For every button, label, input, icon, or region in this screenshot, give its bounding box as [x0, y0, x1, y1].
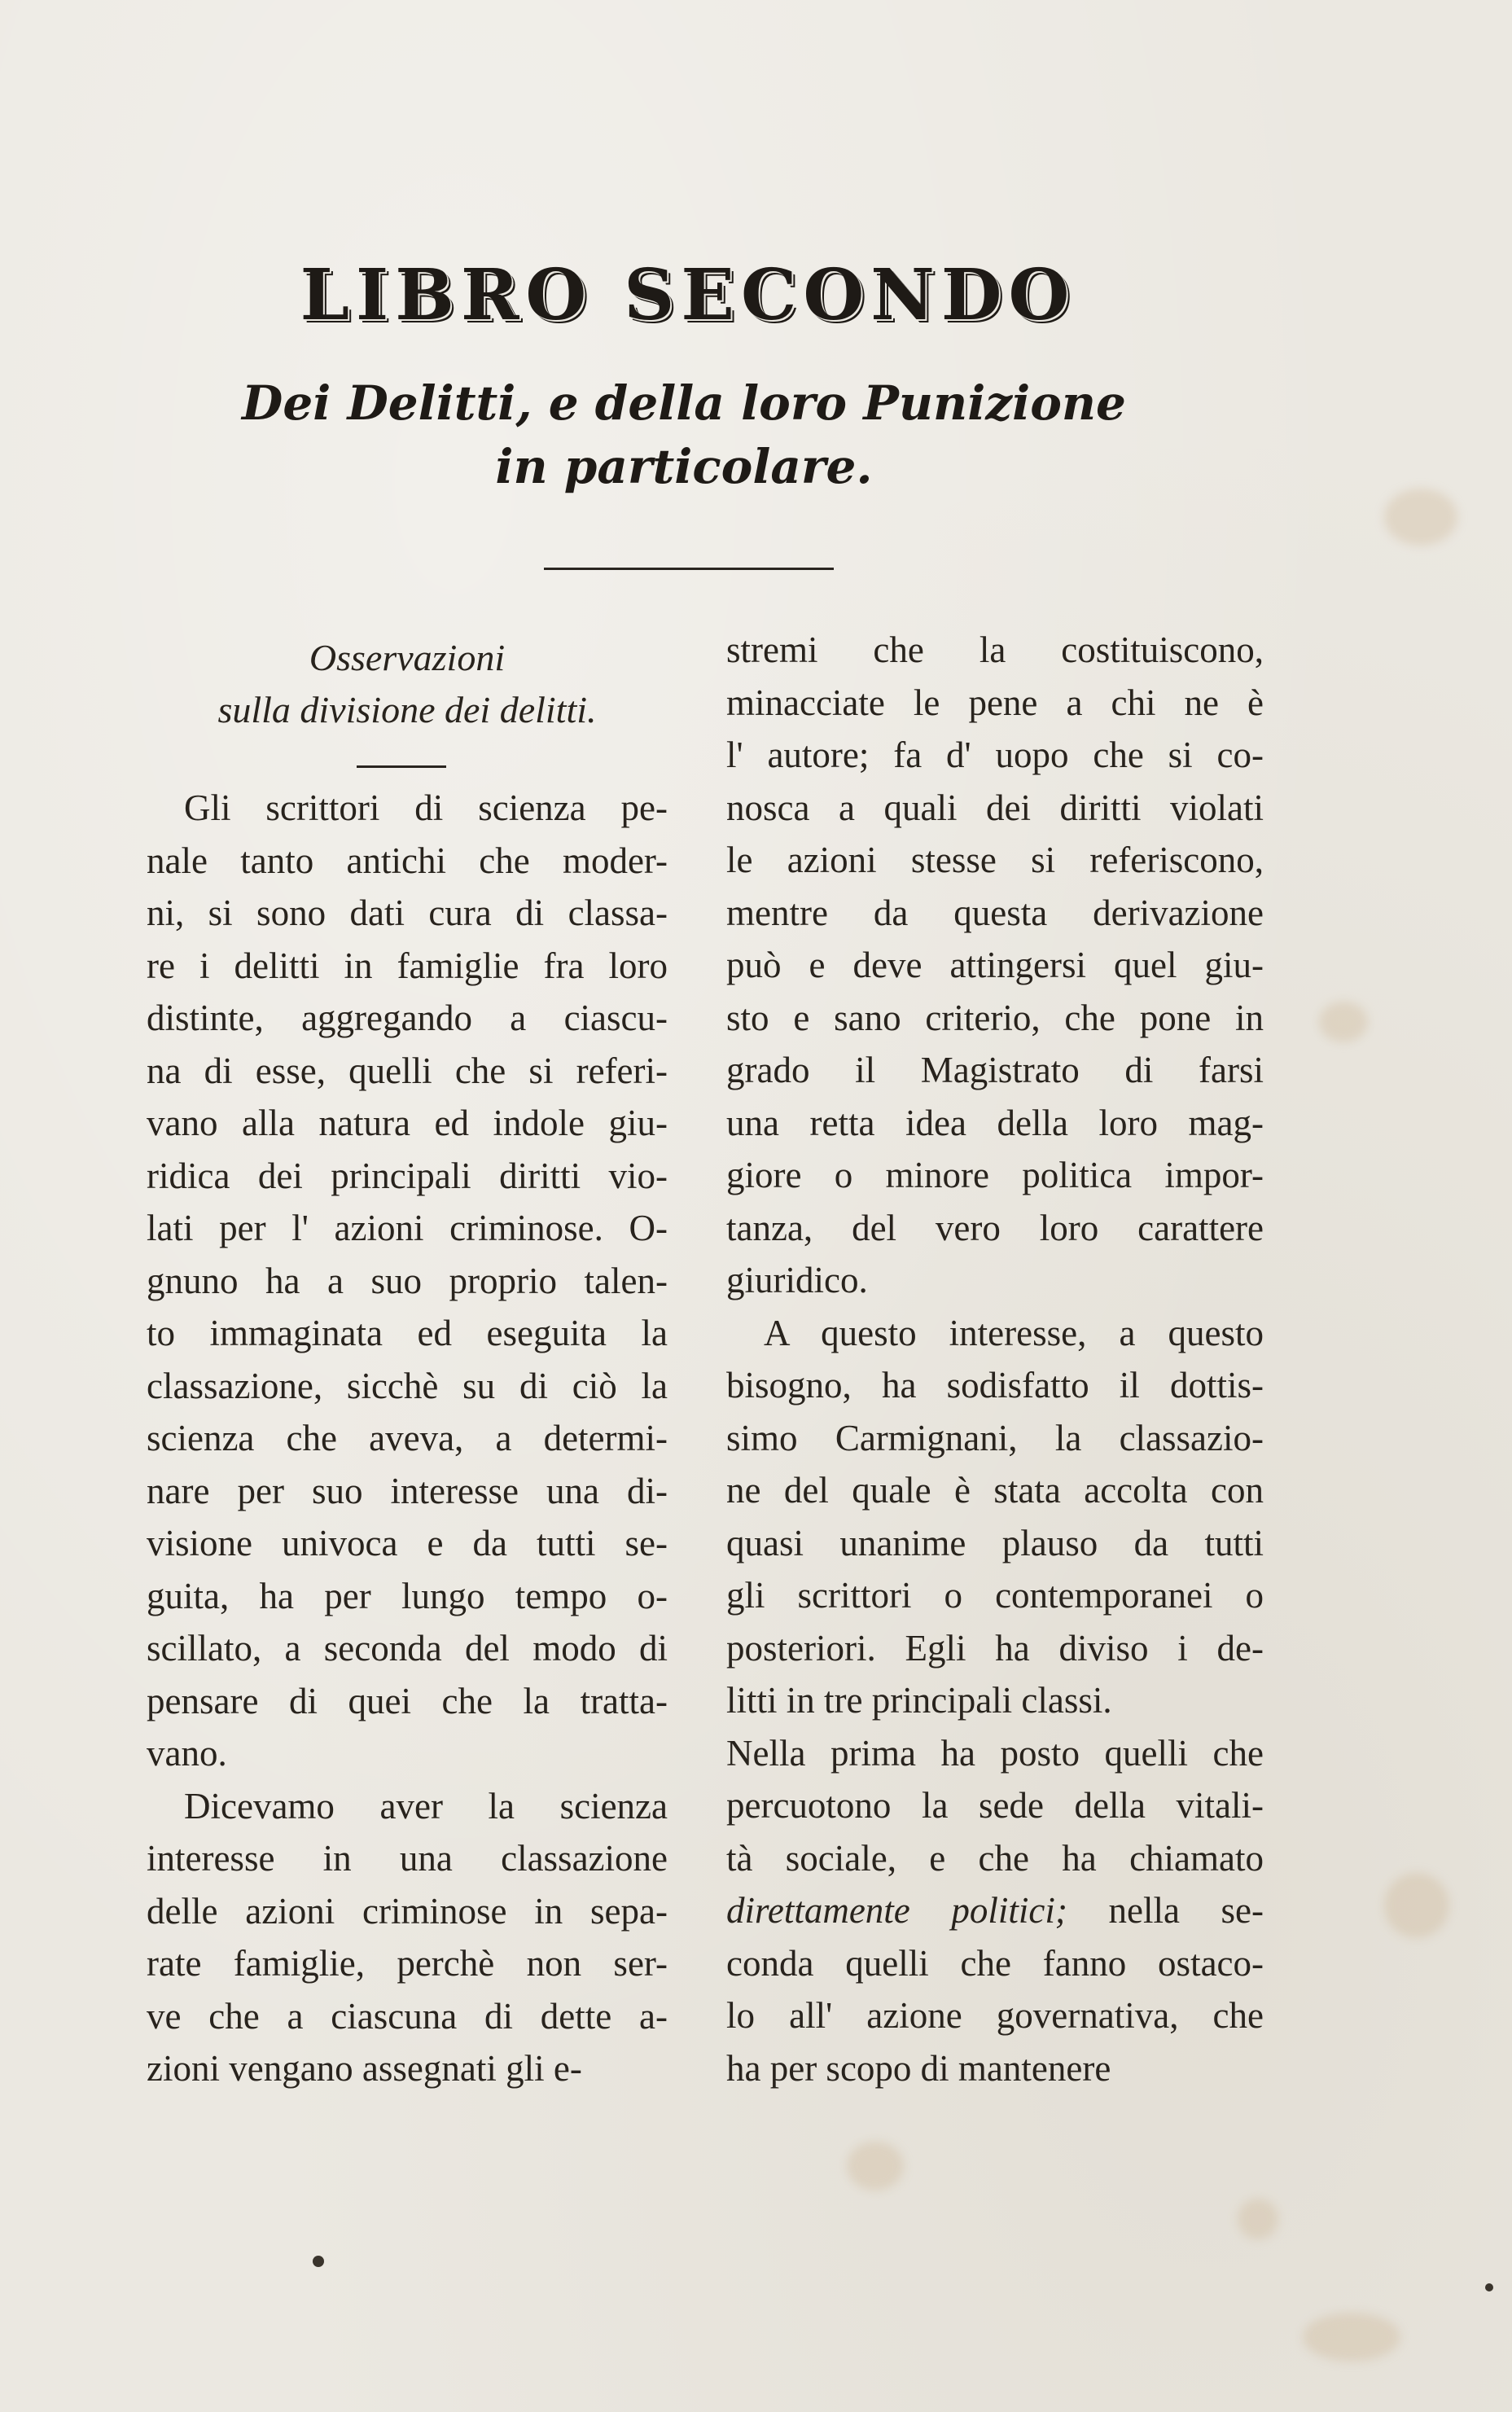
text-line: ni, si sono dati cura di classa- — [147, 892, 668, 933]
text-line: lo all' azione governativa, che — [726, 1995, 1264, 2036]
section-heading-line2: sulla divisione dei delitti. — [217, 689, 597, 730]
paper-stain — [1319, 1002, 1368, 1042]
text-line: tà sociale, e che ha chiamato — [726, 1837, 1264, 1879]
text-line: pensare di quei che la tratta- — [147, 1680, 668, 1721]
text-line: grado il Magistrato di farsi — [726, 1050, 1264, 1090]
book-title: LIBRO SECONDO — [300, 254, 1076, 336]
text-line: scillato, a seconda del modo di — [147, 1628, 668, 1669]
text-line: ve che a ciascuna di dette a- — [147, 1995, 668, 2037]
text-line: lati per l' azioni criminose. O- — [147, 1208, 668, 1248]
text-line: distinte, aggregando a ciascu- — [147, 998, 668, 1038]
text-line: le azioni stesse si referiscono, — [726, 840, 1264, 880]
text-line: re i delitti in famiglie fra loro — [147, 945, 668, 986]
text-line: minacciate le pene a chi ne è — [726, 682, 1264, 723]
text-line: Dicevamo aver la scienza — [184, 1785, 668, 1827]
section-heading-line1: Osservazioni — [309, 637, 506, 678]
text-line: quasi unanime plauso da tutti — [726, 1522, 1264, 1563]
text-line: visione univoca e da tutti se- — [147, 1523, 668, 1563]
paper-stain — [1303, 2313, 1400, 2362]
text-line: una retta idea della loro mag- — [726, 1102, 1264, 1143]
section-divider — [357, 765, 446, 768]
text-line: scienza che aveva, a determi- — [147, 1418, 668, 1458]
text-line: ridica dei principali diritti vio- — [147, 1155, 668, 1196]
text-line: giore o minore politica impor- — [726, 1155, 1264, 1195]
text-line: nare per suo interesse una di- — [147, 1470, 668, 1511]
text-line: mentre da questa derivazione — [726, 892, 1264, 933]
text-line: nale tanto antichi che moder- — [147, 840, 668, 881]
book-subtitle-line2: in particolare. — [495, 439, 873, 494]
text-line: percuotono la sede della vitali- — [726, 1785, 1264, 1826]
text-line: interesse in una classazione — [147, 1838, 668, 1879]
title-divider — [544, 568, 834, 570]
text-line: Gli scrittori di scienza pe- — [184, 787, 668, 828]
text-line: simo Carmignani, la classazio- — [726, 1417, 1264, 1458]
book-subtitle-line1: Dei Delitti, e della loro Punizione — [242, 375, 1126, 431]
text-line: delle azioni criminose in sepa- — [147, 1890, 668, 1932]
text-line: nosca a quali dei diritti violati — [726, 787, 1264, 828]
text-line: vano alla natura ed indole giu- — [147, 1103, 668, 1143]
text-line: zioni vengano assegnati gli e- — [147, 2048, 582, 2089]
text-line: Nella prima ha posto quelli che — [726, 1732, 1264, 1774]
paper-stain — [1238, 2199, 1278, 2239]
paper-stain — [847, 2142, 904, 2191]
text-line: rate famiglie, perchè non ser- — [147, 1943, 668, 1984]
text-line: conda quelli che fanno ostaco- — [726, 1942, 1264, 1984]
text-line: stremi che la costituiscono, — [726, 629, 1264, 670]
text-line: direttamente politici; nella se- — [726, 1890, 1264, 1931]
text-line: to immaginata ed eseguita la — [147, 1313, 668, 1353]
text-line: tanza, del vero loro carattere — [726, 1207, 1264, 1248]
text-line: gli scrittori o contemporanei o — [726, 1575, 1264, 1616]
paper-stain — [1384, 489, 1457, 546]
text-line: A questo interesse, a questo — [764, 1312, 1264, 1353]
text-line: posteriori. Egli ha diviso i de- — [726, 1627, 1264, 1669]
ink-dot — [1485, 2283, 1493, 2291]
paper-stain — [1384, 1873, 1449, 1938]
text-line: giuridico. — [726, 1260, 868, 1300]
ink-dot — [313, 2256, 324, 2267]
text-line: bisogno, ha sodisfatto il dottis- — [726, 1365, 1264, 1406]
left-text-column — [147, 782, 668, 2095]
text-line: ne del quale è stata accolta con — [726, 1470, 1264, 1511]
text-line: vano. — [147, 1733, 227, 1774]
text-line: na di esse, quelli che si referi- — [147, 1050, 668, 1091]
right-text-column — [726, 624, 1264, 2094]
text-line: guita, ha per lungo tempo o- — [147, 1575, 668, 1616]
text-line: ha per scopo di mantenere — [726, 2047, 1111, 2089]
text-line: litti in tre principali classi. — [726, 1680, 1112, 1721]
text-line: sto e sano criterio, che pone in — [726, 997, 1264, 1038]
text-line: può e deve attingersi quel giu- — [726, 945, 1264, 985]
text-line: gnuno ha a suo proprio talen- — [147, 1260, 668, 1301]
text-line: classazione, sicchè su di ciò la — [147, 1365, 668, 1406]
text-line: l' autore; fa d' uopo che si co- — [726, 735, 1264, 775]
